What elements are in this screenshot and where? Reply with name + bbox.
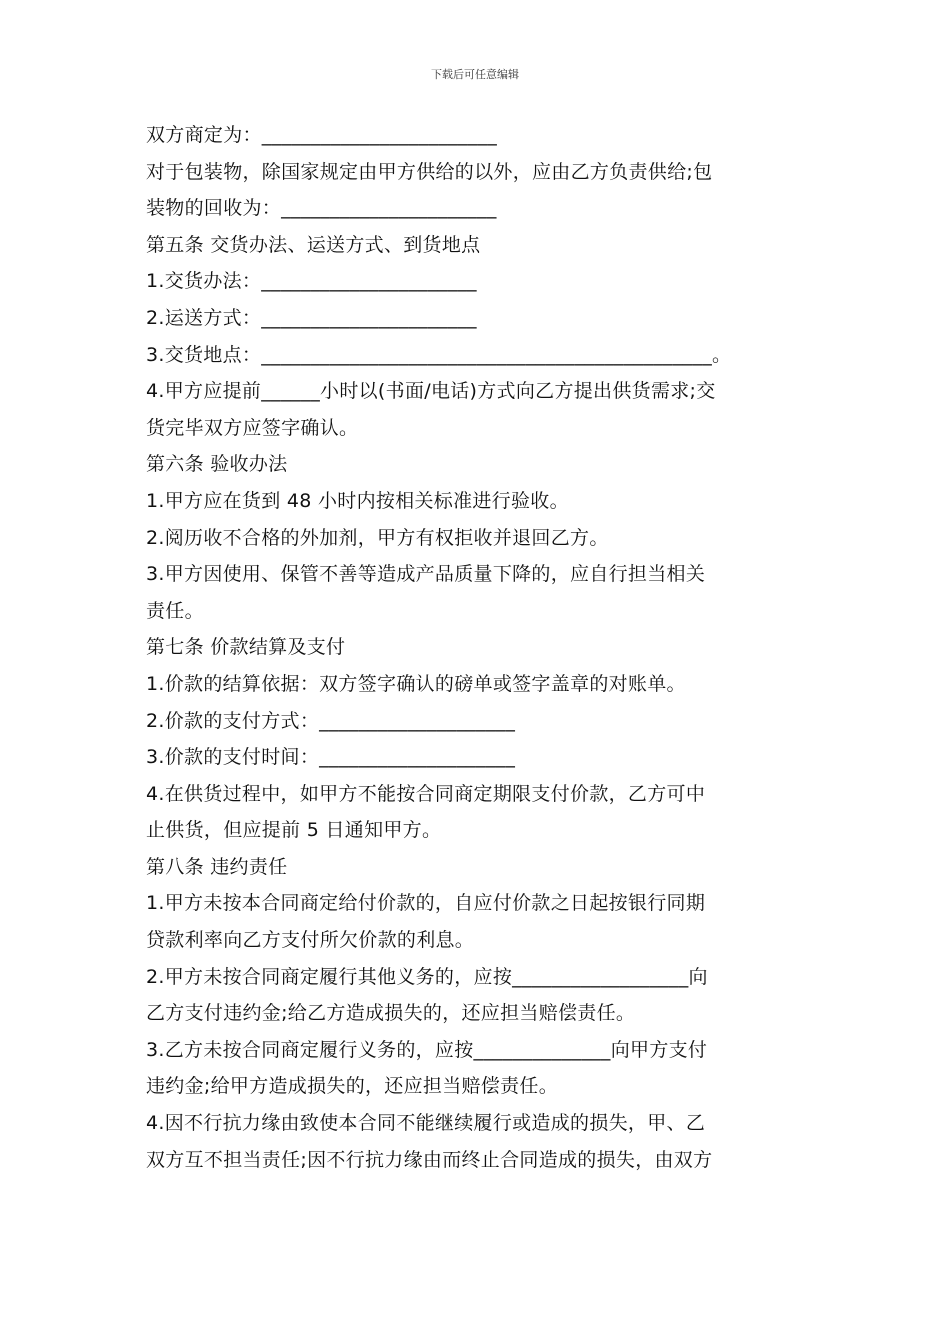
line-advance-notice: 4.甲方应提前______小时以(书面/电话)方式向乙方提出供货需求;交 bbox=[146, 380, 716, 403]
line-transport-method: 2.运送方式：______________________ bbox=[146, 306, 477, 329]
line-quality-decline-cont: 责任。 bbox=[146, 599, 204, 622]
line-payment-method: 2.价款的支付方式：____________________ bbox=[146, 709, 516, 732]
line-quality-decline: 3.甲方因使用、保管不善等造成产品质量下降的，应自行担当相关 bbox=[146, 563, 706, 586]
section-heading-article-5: 第五条 交货办法、运送方式、到货地点 bbox=[146, 233, 481, 256]
section-heading-article-8: 第八条 违约责任 bbox=[146, 855, 288, 878]
section-heading-article-6: 第六条 验收办法 bbox=[146, 453, 288, 476]
line-suspend-supply-cont: 止供货，但应提前 5 日通知甲方。 bbox=[146, 819, 442, 842]
line-late-payment: 1.甲方未按本合同商定给付价款的，自应付价款之日起按银行同期 bbox=[146, 892, 706, 915]
document-body bbox=[146, 117, 810, 1178]
line-force-majeure-cont: 双方互不担当责任;因不行抗力缘由而终止合同造成的损失，由双方 bbox=[146, 1148, 713, 1171]
line-late-payment-cont: 贷款利率向乙方支付所欠价款的利息。 bbox=[146, 929, 475, 952]
line-packaging-recovery: 装物的回收为：______________________ bbox=[146, 197, 497, 220]
line-reject-unqualified: 2.阅历收不合格的外加剂，甲方有权拒收并退回乙方。 bbox=[146, 526, 609, 549]
page-header-note: 下载后可任意编辑 bbox=[431, 68, 519, 81]
line-delivery-method: 1.交货办法：______________________ bbox=[146, 270, 477, 293]
line-settlement-basis: 1.价款的结算依据：双方签字确认的磅单或签字盖章的对账单。 bbox=[146, 672, 686, 695]
line-party-b-breach-cont: 违约金;给甲方造成损失的，还应担当赔偿责任。 bbox=[146, 1075, 559, 1098]
line-party-a-breach: 2.甲方未按合同商定履行其他义务的，应按__________________向 bbox=[146, 965, 708, 988]
line-payment-time: 3.价款的支付时间：____________________ bbox=[146, 746, 516, 769]
line-agreed-terms: 双方商定为：________________________ bbox=[146, 124, 497, 146]
line-delivery-place: 3.交货地点：______________________________________________。 bbox=[146, 343, 732, 366]
line-packaging: 对于包装物，除国家规定由甲方供给的以外，应由乙方负责供给;包 bbox=[146, 160, 713, 183]
line-suspend-supply: 4.在供货过程中，如甲方不能按合同商定期限支付价款，乙方可中 bbox=[146, 782, 706, 805]
line-force-majeure: 4.因不行抗力缘由致使本合同不能继续履行或造成的损失，甲、乙 bbox=[146, 1112, 706, 1135]
line-party-b-breach: 3.乙方未按合同商定履行义务的，应按______________向甲方支付 bbox=[146, 1038, 708, 1061]
line-advance-notice-cont: 货完毕双方应签字确认。 bbox=[146, 416, 359, 439]
line-party-a-breach-cont: 乙方支付违约金;给乙方造成损失的，还应担当赔偿责任。 bbox=[146, 1002, 636, 1025]
section-heading-article-7: 第七条 价款结算及支付 bbox=[146, 636, 346, 659]
line-inspection-48h: 1.甲方应在货到 48 小时内按相关标准进行验收。 bbox=[146, 489, 569, 512]
